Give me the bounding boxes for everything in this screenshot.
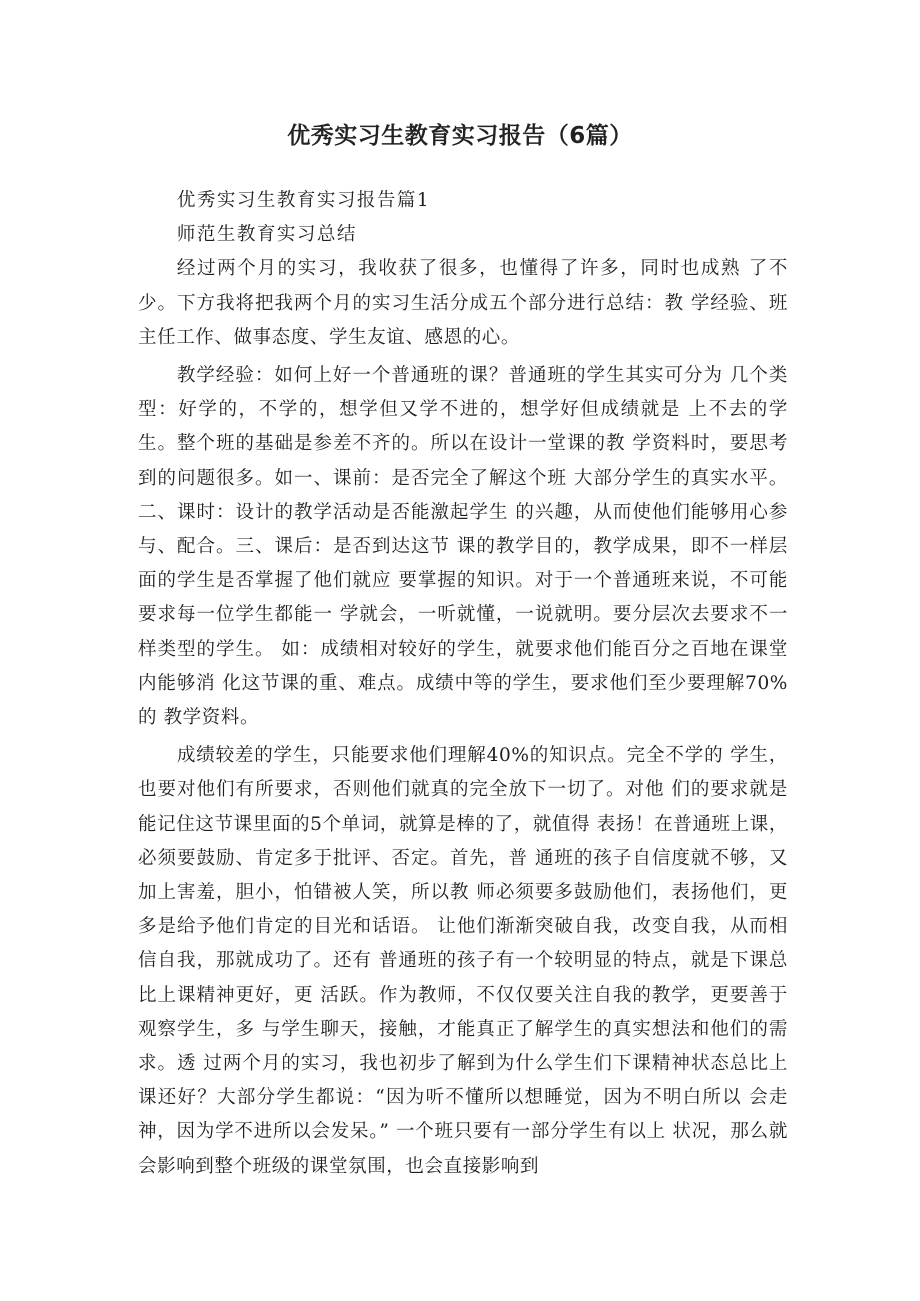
paragraph-weaker-students: 成绩较差的学生，只能要求他们理解40%的知识点。完全不学的 学生，也要对他们有所要求，否则他们就真的完全放下一切了。对他 们的要求就是能记住这节课里面的5个单词，就算是棒的了，就值得 表扬！在普通班上课，必须要鼓励、肯定多于批评、否定。首先，普 通班的孩子自信度就不够，又加上害羞，胆小，怕错被人笑，所以教 师必须要多鼓励他们，表扬他们，更多是给予他们肯定的目光和话语。 让他们渐渐突破自我，改变自我，从而相信自我，那就成功了。还有 普通班的孩子有一个较明显的特点，就是下课总比上课精神更好，更 活跃。作为教师，不仅仅要关注自我的教学，更要善于观察学生，多 与学生聊天，接触，才能真正了解学生的真实想法和他们的需求。透 过两个月的实习，我也初步了解到为什么学生们下课精神状态总比上 课还好？大部分学生都说：“因为听不懂所以想睡觉，因为不明白所以 会走神，因为学不进所以会发呆。” 一个班只要有一部分学生有以上 状况，那么就会影响到整个班级的课堂氛围，也会直接影响到 xyxy=(138,745,788,1177)
section-subheading: 师范生教育实习总结 xyxy=(176,224,357,246)
paragraph-teaching-experience: 教学经验：如何上好一个普通班的课？普通班的学生其实可分为 几个类型：好学的，不学的，想学但又学不进的，想学好但成绩就是 上不去的学生。整个班的基础是参差不齐的。所以在设计一堂课的教 学资料时，要思考到的问题很多。如一、课前：是否完全了解这个班 大部分学生的真实水平。二、课时：设计的教学活动是否能激起学生 的兴趣，从而使他们能够用心参与、配合。三、课后：是否到达这节 课的教学目的，教学成果，即不一样层面的学生是否掌握了他们就应 要掌握的知识。对于一个普通班来说，不可能要求每一位学生都能一 学就会，一听就懂，一说就明。要分层次去要求不一样类型的学生。 如：成绩相对较好的学生，就要求他们能百分之百地在课堂内能够消 化这节课的重、难点。成绩中等的学生，要求他们至少要理解70%的 教学资料。 xyxy=(138,365,788,729)
document-body xyxy=(138,184,788,1184)
paragraph-intro: 经过两个月的实习，我收获了很多，也懂得了许多，同时也成熟 了不少。下方我将把我两个月的实习生活分成五个部分进行总结：教 学经验、班主任工作、做事态度、学生友谊、感恩的心。 xyxy=(138,258,788,348)
section-heading: 优秀实习生教育实习报告篇1 xyxy=(176,190,431,211)
document-title: 优秀实习生教育实习报告（6篇） xyxy=(287,123,633,149)
